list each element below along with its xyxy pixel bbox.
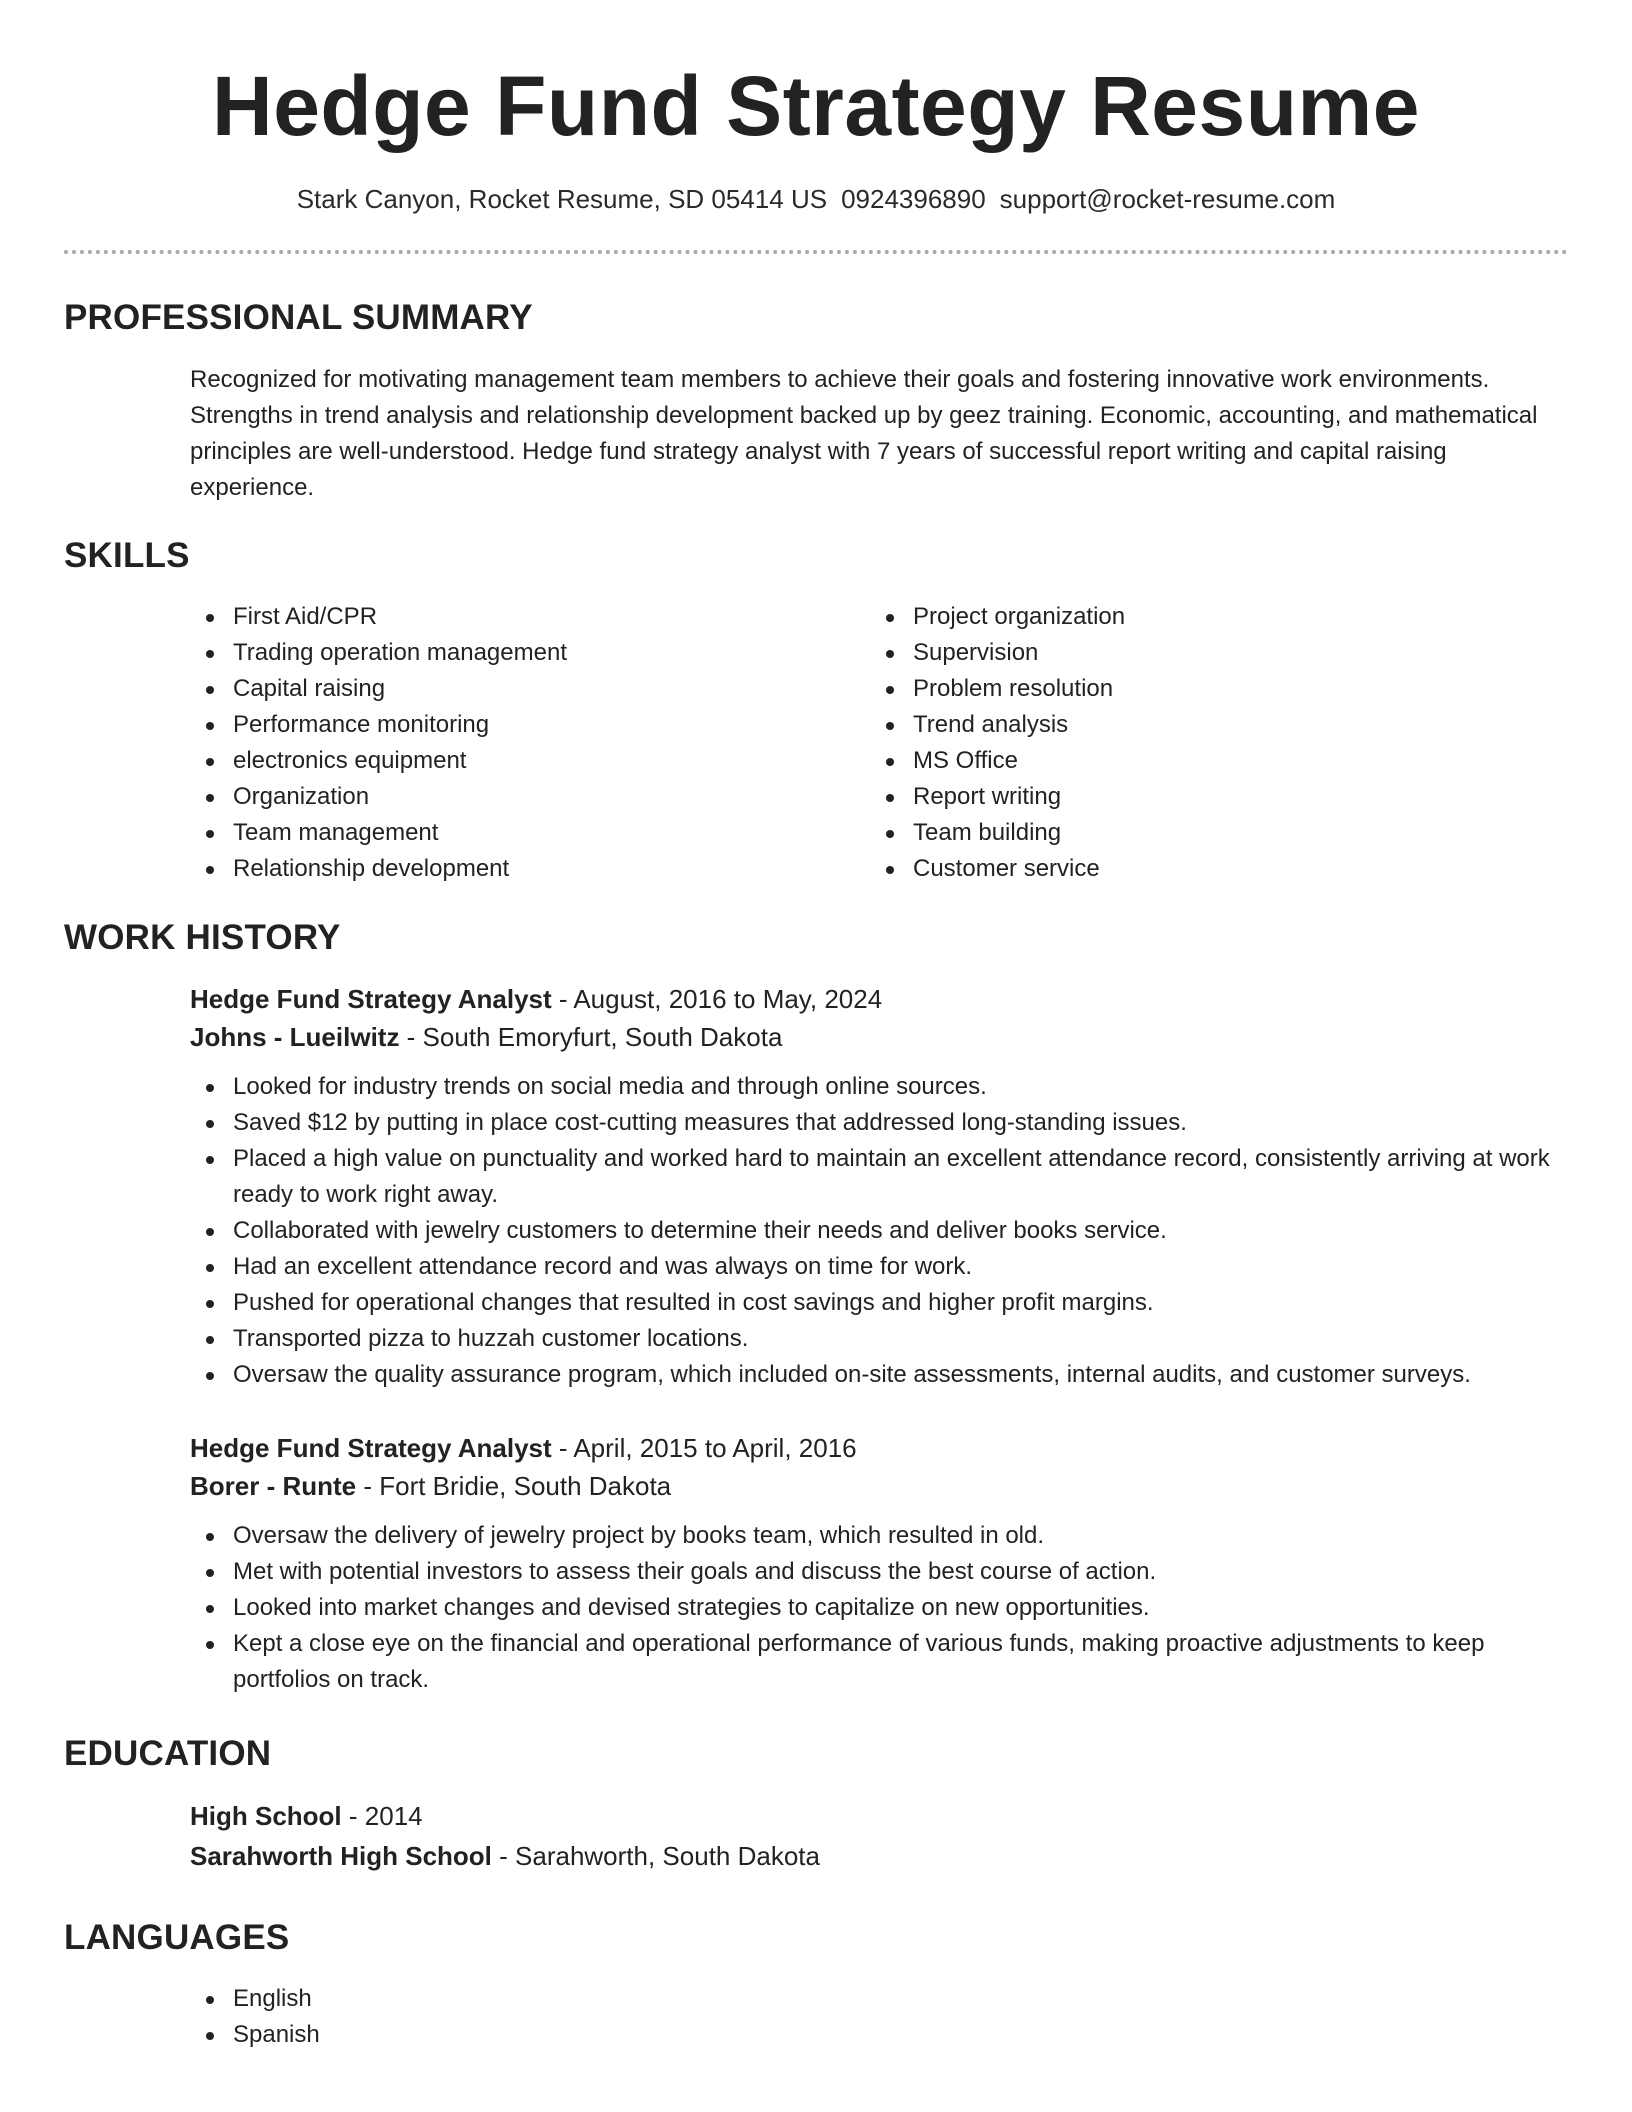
skills-heading: SKILLS [64, 536, 190, 575]
list-item: Spanish [190, 2017, 1550, 2053]
list-item: Project organization [870, 599, 1550, 635]
job-entry-2 [190, 1429, 1550, 1698]
list-item: First Aid/CPR [190, 599, 870, 635]
list-item: Trading operation management [190, 635, 870, 671]
skills-column-right [870, 599, 1550, 887]
contact-line [0, 182, 1632, 216]
education-entry [190, 1797, 1550, 1875]
list-item: Kept a close eye on the financial and operational performance of various funds, making proactive adjustments to keep portfolios on track. [190, 1626, 1550, 1698]
list-item: Supervision [870, 635, 1550, 671]
job-bullets [190, 1518, 1550, 1698]
job-location: - South Emoryfurt, South Dakota [399, 1022, 783, 1052]
list-item: Saved $12 by putting in place cost-cutting measures that addressed long-standing issues. [190, 1105, 1550, 1141]
list-item: electronics equipment [190, 743, 870, 779]
job-company: Borer - Runte [190, 1471, 357, 1501]
list-item: Looked for industry trends on social media and through online sources. [190, 1069, 1550, 1105]
education-heading: EDUCATION [64, 1734, 272, 1773]
education-year: - 2014 [341, 1801, 423, 1831]
education-school-line [190, 1837, 1550, 1875]
job-company: Johns - Lueilwitz [190, 1022, 400, 1052]
job-title-line [190, 1429, 1550, 1467]
list-item: Placed a high value on punctuality and worked hard to maintain an excellent attendance record, consistently arriving at work ready to work right away. [190, 1141, 1550, 1213]
list-item: Team management [190, 815, 870, 851]
list-item: Trend analysis [870, 707, 1550, 743]
list-item: Capital raising [190, 671, 870, 707]
job-dates: - April, 2015 to April, 2016 [551, 1433, 857, 1463]
list-item: Oversaw the delivery of jewelry project by books team, which resulted in old. [190, 1518, 1550, 1554]
job-location: - Fort Bridie, South Dakota [356, 1471, 672, 1501]
header-divider [64, 250, 1568, 254]
skills-list [190, 599, 1550, 887]
summary-heading: PROFESSIONAL SUMMARY [64, 298, 533, 337]
job-dates: - August, 2016 to May, 2024 [551, 984, 883, 1014]
education-school: Sarahworth High School [190, 1841, 492, 1871]
contact-email: support@rocket-resume.com [999, 184, 1336, 214]
list-item: Looked into market changes and devised strategies to capitalize on new opportunities. [190, 1590, 1550, 1626]
list-item: English [190, 1981, 1550, 2017]
languages-bullets [190, 1981, 1550, 2053]
list-item: Performance monitoring [190, 707, 870, 743]
job-company-line [190, 1018, 1550, 1056]
education-degree-line [190, 1797, 1550, 1835]
list-item: Transported pizza to huzzah customer locations. [190, 1321, 1550, 1357]
job-company-line [190, 1467, 1550, 1505]
languages-heading: LANGUAGES [64, 1918, 290, 1957]
job-bullets [190, 1069, 1550, 1393]
list-item: Met with potential investors to assess their goals and discuss the best course of action. [190, 1554, 1550, 1590]
list-item: Collaborated with jewelry customers to determine their needs and deliver books service. [190, 1213, 1550, 1249]
work-history-heading: WORK HISTORY [64, 918, 341, 957]
list-item: Customer service [870, 851, 1550, 887]
list-item: Organization [190, 779, 870, 815]
skills-column-left [190, 599, 870, 887]
job-title-line [190, 980, 1550, 1018]
job-role: Hedge Fund Strategy Analyst [190, 1433, 552, 1463]
contact-address: Stark Canyon, Rocket Resume, SD 05414 US [296, 184, 828, 214]
education-degree: High School [190, 1801, 342, 1831]
languages-list [190, 1981, 1550, 2053]
list-item: Report writing [870, 779, 1550, 815]
list-item: Relationship development [190, 851, 870, 887]
summary-text: Recognized for motivating management team members to achieve their goals and fostering innovative work environments. Strengths in trend analysis and relationship development backed up by geez training. Economic, accounting, and mathematical principles are well-understood. Hedge fund strategy analyst with 7 years of successful report writing and capital raising experience. [190, 366, 1538, 501]
list-item: Pushed for operational changes that resulted in cost savings and higher profit margins. [190, 1285, 1550, 1321]
resume-title: Hedge Fund Strategy Resume [212, 59, 1420, 153]
list-item: Problem resolution [870, 671, 1550, 707]
list-item: Had an excellent attendance record and was always on time for work. [190, 1249, 1550, 1285]
job-entry-1 [190, 980, 1550, 1393]
job-role: Hedge Fund Strategy Analyst [190, 984, 552, 1014]
list-item: MS Office [870, 743, 1550, 779]
list-item: Oversaw the quality assurance program, which included on-site assessments, internal audits, and customer surveys. [190, 1357, 1550, 1393]
contact-phone: 0924396890 [841, 184, 986, 214]
education-location: - Sarahworth, South Dakota [491, 1841, 820, 1871]
list-item: Team building [870, 815, 1550, 851]
